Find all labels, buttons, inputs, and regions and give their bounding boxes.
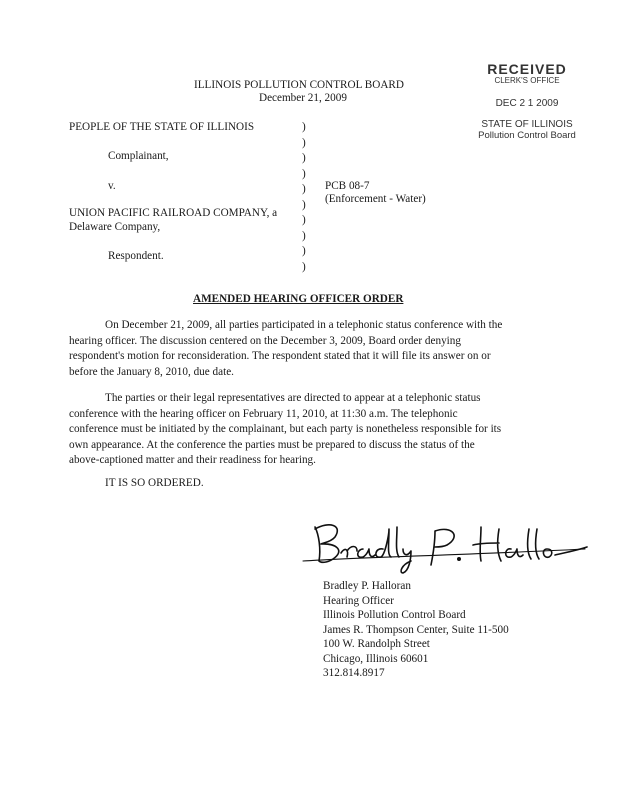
order-title: AMENDED HEARING OFFICER ORDER bbox=[193, 293, 404, 305]
signer-board: Illinois Pollution Control Board bbox=[323, 609, 466, 621]
signer-name: Bradley P. Halloran bbox=[323, 580, 411, 592]
signer-phone: 312.814.8917 bbox=[323, 667, 385, 679]
defendant-name: UNION PACIFIC RAILROAD COMPANY, a bbox=[69, 207, 278, 219]
caption-parentheses: ) ) ) ) ) ) ) ) ) ) bbox=[302, 121, 306, 273]
paragraph1-line: before the January 8, 2010, due date. bbox=[69, 365, 234, 378]
stamp-date: DEC 2 1 2009 bbox=[495, 98, 559, 109]
paragraph-status-conference bbox=[69, 318, 539, 380]
paragraph1-line: hearing officer. The discussion centered on the December 3, 2009, Board order denying bbox=[69, 334, 461, 347]
handwritten-signature bbox=[285, 515, 590, 580]
paragraph2-line: above-captioned matter and their readiness for hearing. bbox=[69, 454, 316, 466]
paragraph2-line: conference with the hearing officer on February 11, 2010, at 11:30 a.m. The telephonic bbox=[69, 407, 458, 420]
signer-title: Hearing Officer bbox=[323, 594, 394, 607]
board-header: ILLINOIS POLLUTION CONTROL BOARD bbox=[194, 79, 404, 91]
plaintiff-role: Complainant, bbox=[108, 150, 169, 162]
stamp-received: RECEIVED bbox=[487, 61, 567, 77]
defendant-incorporation: Delaware Company, bbox=[69, 221, 161, 233]
versus: v. bbox=[108, 180, 116, 192]
case-type: (Enforcement - Water) bbox=[325, 193, 426, 205]
stamp-board: Pollution Control Board bbox=[478, 130, 576, 141]
stamp-office: CLERK'S OFFICE bbox=[494, 76, 560, 85]
stamp-state: STATE OF ILLINOIS bbox=[481, 119, 573, 130]
signer-building: James R. Thompson Center, Suite 11-500 bbox=[323, 623, 509, 636]
paragraph1-line: respondent's motion for reconsideration. The respondent stated that it will file its answer on or bbox=[69, 350, 491, 362]
paragraph2-line: The parties or their legal representatives are directed to appear at a telephonic status bbox=[105, 392, 481, 404]
signer-city: Chicago, Illinois 60601 bbox=[323, 652, 429, 665]
closing-statement: IT IS SO ORDERED. bbox=[105, 477, 204, 489]
paragraph-directions bbox=[69, 391, 539, 469]
defendant-role: Respondent. bbox=[108, 250, 164, 262]
header-date: December 21, 2009 bbox=[259, 92, 347, 104]
paragraph2-line: conference must be initiated by the complainant, but each party is nonetheless responsible for its bbox=[69, 423, 502, 435]
received-stamp bbox=[462, 62, 592, 141]
case-number: PCB 08-7 bbox=[325, 180, 370, 192]
paragraph2-line: own appearance. At the conference the parties must be prepared to discuss the status of the bbox=[69, 438, 475, 451]
signature-block bbox=[323, 579, 509, 681]
paragraph1-line: On December 21, 2009, all parties participated in a telephonic status conference with the bbox=[105, 319, 503, 331]
plaintiff-name: PEOPLE OF THE STATE OF ILLINOIS bbox=[69, 121, 255, 133]
signer-street: 100 W. Randolph Street bbox=[323, 638, 430, 650]
